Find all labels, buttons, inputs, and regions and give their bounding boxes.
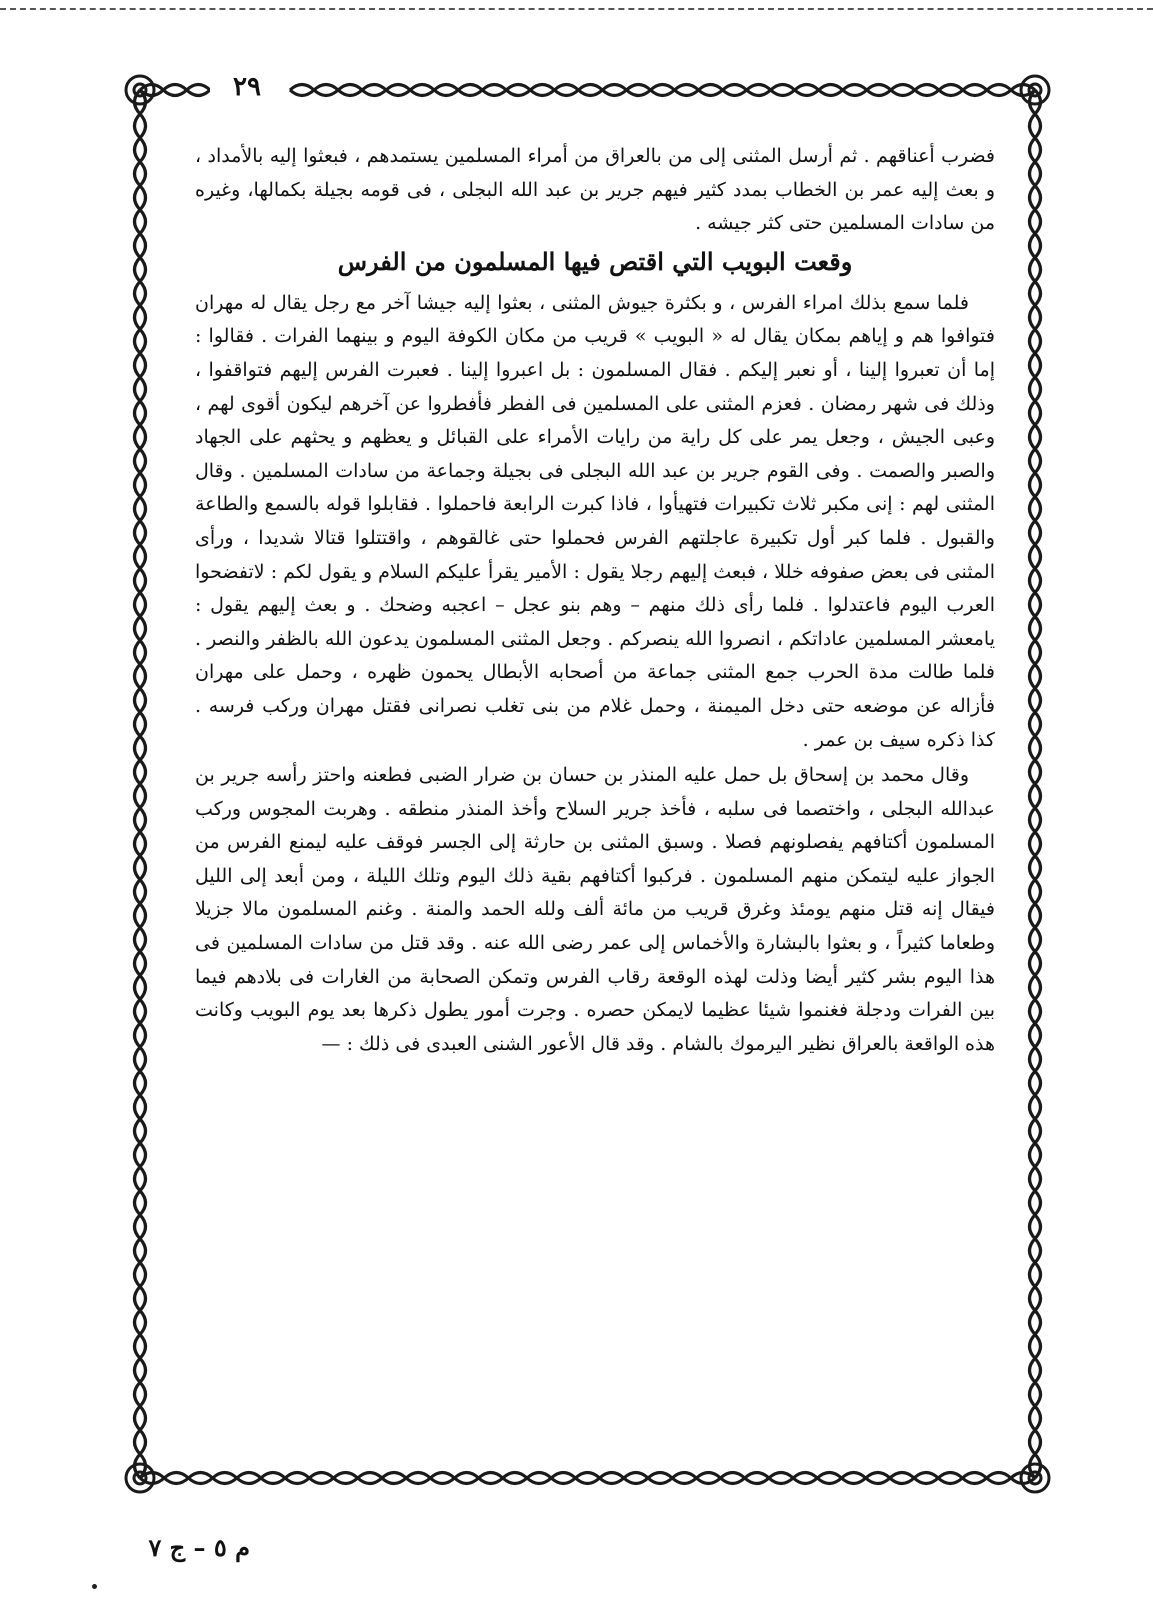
page-number: ٢٩ [210,62,284,112]
page-body [195,140,995,1440]
section-heading: وقعت البويب التي اقتص فيها المسلمون من الفرس [337,246,853,276]
body-paragraph-1: فلما سمع بذلك امراء الفرس ، و بكثرة جيوش المثنى ، بعثوا إليه جيشا آخر مع رجل يقال له مهران فتوافوا هم و إياهم بمكان يقال له « البويب » قريب من مكان الكوفة اليوم و بينهما الفرات . فقالوا : إما أن تعبروا إلينا ، أو نعبر إليكم . فقال المسلمون : بل اعبروا إلينا . فعبرت الفرس إليهم فتواقفوا ، وذلك فى شهر رمضان . فعزم المثنى على المسلمين فى الفطر فأفطروا عن آخرهم ليكون أقوى لهم ، وعبى الجيش ، وجعل يمر على كل راية من رايات الأمراء على القبائل و يعظهم و يحثهم على الجهاد والصبر والصمت . وفى القوم جرير بن عبد الله البجلى فى بجيلة وجماعة من سادات المسلمين . وقال المثنى لهم : إنى مكبر ثلاث تكبيرات فتهيأوا ، فاذا كبرت الرابعة فاحملوا . فقابلوا قوله بالسمع والطاعة والقبول . فلما كبر أول تكبيرة عاجلتهم الفرس فحملوا حتى غالقوهم ، واقتتلوا قتالا شديدا ، ورأى المثنى فى بعض صفوفه خللا ، فبعث إليهم رجلا يقول : الأمير يقرأ عليكم السلام و يقول لكم : لاتفضحوا العرب اليوم فاعتدلوا . فلما رأى ذلك منهم – وهم بنو عجل – اعجبه وضحك . و بعث إليهم يقول : يامعشر المسلمين عاداتكم ، انصروا الله ينصركم . وجعل المثنى المسلمون يدعون الله بالظفر والنصر . فلما طالت مدة الحرب جمع المثنى جماعة من أصحابه الأبطال يحمون ظهره ، وحمل على مهران فأزاله عن موضعه حتى دخل الميمنة ، وحمل غلام من بنى تغلب نصرانى فقتل مهران وركب فرسه . كذا ذكره سيف بن عمر . [195,291,996,751]
body-paragraph-2: وقال محمد بن إسحاق بل حمل عليه المنذر بن حسان بن ضرار الضبى فطعنه واحتز رأسه جرير بن عبدالله البجلى ، واختصما فى سلبه ، فأخذ جرير السلاح وأخذ المنذر منطقه . وهربت المجوس وركب المسلمون أكتافهم يفصلونهم فصلا . وسبق المثنى بن حارثة إلى الجسر فوقف عليه ليمنع الفرس من الجواز عليه ليتمكن منهم المسلمون . فركبوا أكتافهم بقية ذلك اليوم وتلك الليلة ، ومن أبعد إلى الليل فيقال إنه قتل منهم يومئذ وغرق قريب من مائة ألف ولله الحمد والمنة . وغنم المسلمون مالا جزيلا وطعاما كثيراً ، و بعثوا بالبشارة والأخماس إلى عمر رضى الله عنه . وقد قتل من سادات المسلمين فى هذا اليوم بشر كثير أيضا وذلت لهذه الوقعة رقاب الفرس وتمكن الصحابة من الغارات فى بلادهم فيما بين الفرات ودجلة فغنموا شيئا عظيما لايمكن حصره . وجرت أمور يطول ذكرها بعد يوم البويب وكانت هذه الواقعة بالعراق نظير اليرموك بالشام . وقد قال الأعور الشنى العبدى فى ذلك : — [195,764,995,1055]
signature-mark: م ٥ – ج ٧ [148,1533,250,1562]
intro-paragraph: فضرب أعناقهم . ثم أرسل المثنى إلى من بالعراق من أمراء المسلمين يستمدهم ، فبعثوا إليه بالأمداد ، و بعث إليه عمر بن الخطاب بمدد كثير فيهم جرير بن عبد الله البجلى ، فى قومه بجيلة بكمالها، وغيره من سادات المسلمين حتى كثر جيشه . [195,145,995,235]
